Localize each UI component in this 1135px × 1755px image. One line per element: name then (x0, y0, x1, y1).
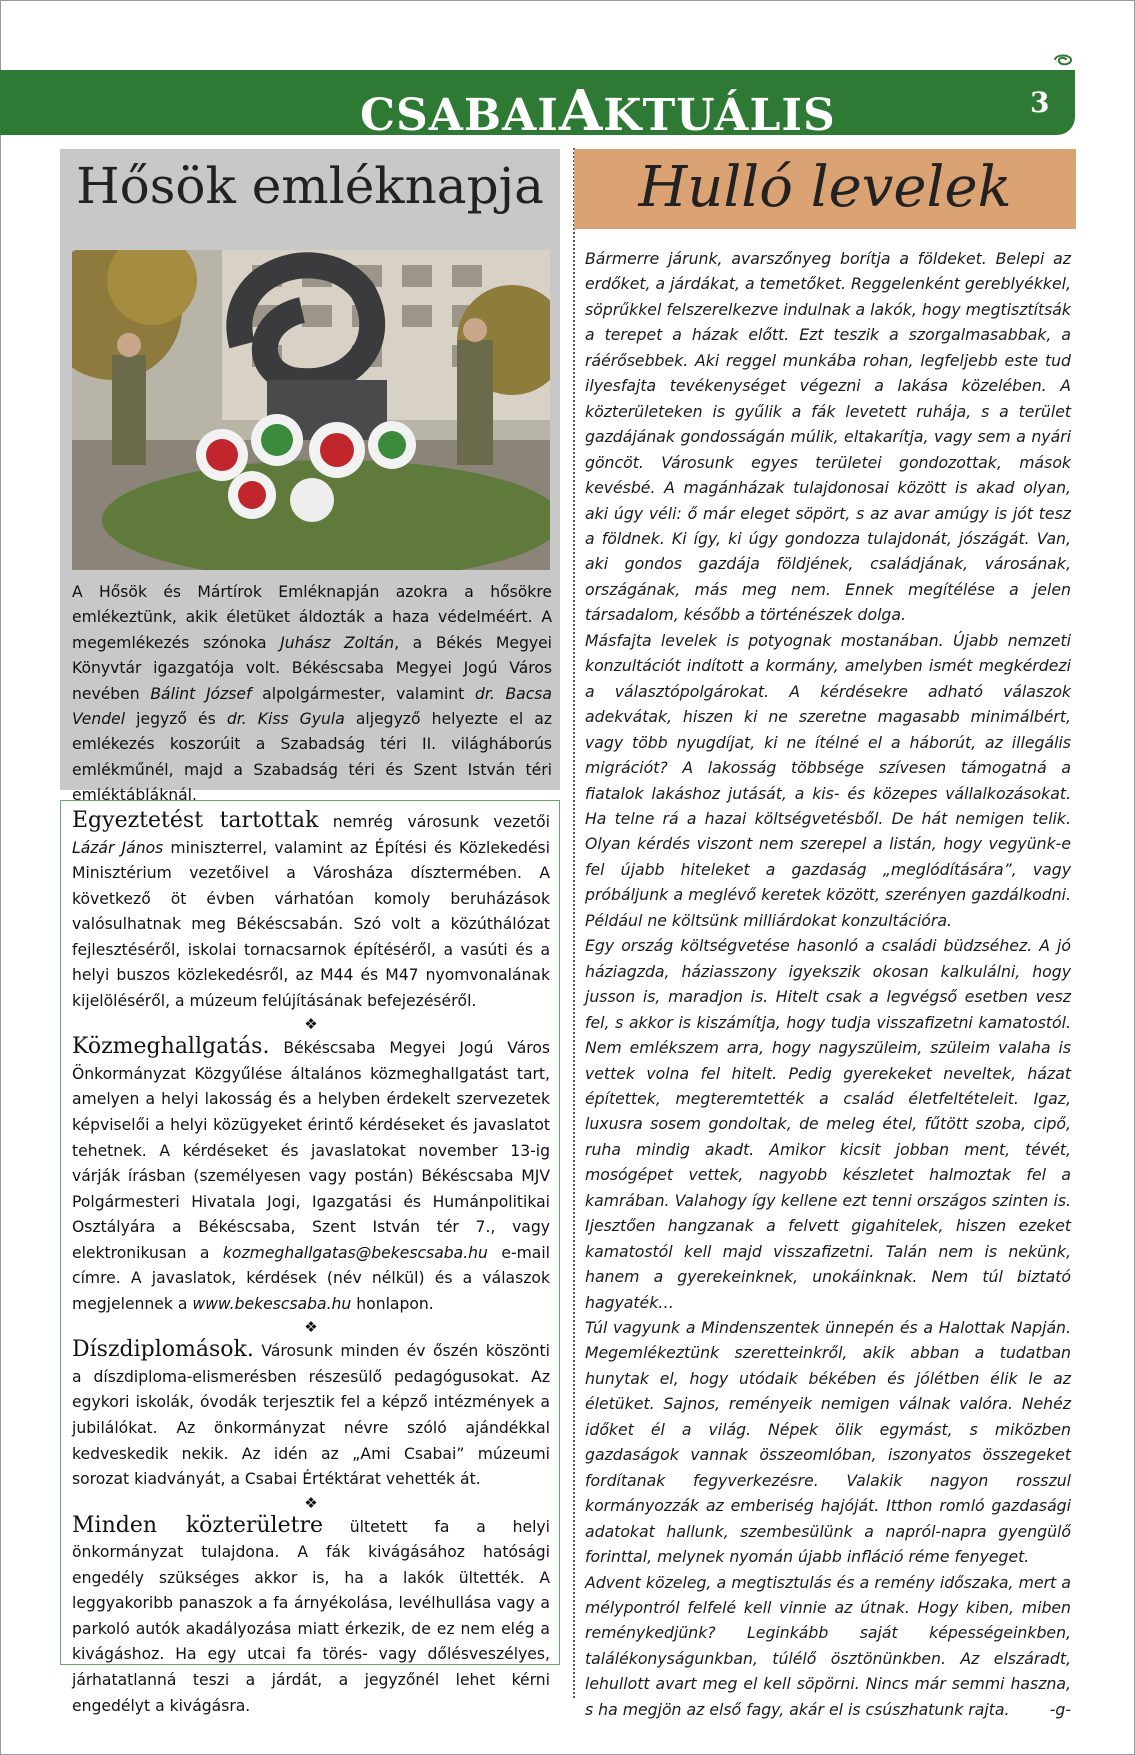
article-title-hullo-levelek: Hulló levelek (638, 155, 1012, 220)
essay-paragraph: Másfajta levelek is potyognak mostanában. Újabb nemzeti konzultációt indított a kormány, amelyben ismét megkérdezi a választópolgárokat. A kérdésekre adható válaszok adekvátak, hiszen ki ne szeretne magasabb minimálbért, vagy több nyugdíjat, ki ne ítélné el a háborút, az illegális migrációt? A lakosság többsége szívesen támogatná a fiatalok lakáshoz jutását, a kis- és közepes vállalkozásokat. Ha telne rá a hazai költségvetésből. De hát nemigen telik. Olyan kérdés viszont nem szerepel a listán, hogy vegyünk-e fel újabb hiteleket a gazdaság „meglódítására”, vagy próbáljunk a meglévő keretek között, szerényen gazdálkodni. Például ne költsünk milliárdokat konzultációra. (585, 630, 1071, 930)
essay-paragraph-last: Advent közeleg, a megtisztulás és a remény időszaka, mert a mélypontról felfelé kell vinnie az útnak. Hogy kiben, miben reménykedjünk? Leginkább saját képességeinkben, találékonyságunkban, túlélő ösztönünkben. Az elszáradt, lehullott avart meg el kell söpörni. Nincs már semmi haszna, s ha megjön az első fagy, akár el is csúszhatunk rajta. -g- (585, 1570, 1071, 1723)
news-item-kozterulet: Minden közterületre ültetett fa a helyi önkormányzat tulajdona. A fák kivágásához hatósági engedély szükséges akkor is, ha a lakók ültették. A leggyakoribb panaszok a fa árnyékolása, levélhullása vagy a parkoló autók akadályozása miatt érkezik, de ez nem elég a kivágáshoz. Ha egy utcai fa törés- vagy dőlésveszélyes, járhatatlanná teszi a járdát, a jegyzőnél lehet kérni engedélyt a kivágásra. (72, 1512, 550, 1715)
column-divider (573, 148, 575, 1698)
swirl-ornament-icon (1052, 52, 1074, 68)
essay-paragraph: Bármerre járunk, avarszőnyeg borítja a földeket. Belepi az erdőket, a járdákat, a temetőket. Reggelenként gereblyékkel, söprűkkel felszerelkezve indulnak a lakók, hogy megtisztítsák a terepet a házak előtt. Ezt teszik a szorgalmasabbak, a ráérősebbek. Aki reggel munkába rohan, legfeljebb este tud ilyesfajta tevékenységet végezni a lakása közelében. A közterületeken is gyűlik a fák levetett ruhája, s a terület gazdájának gondosságán múlik, eltakarítja, vagy sem a nyári göncöt. Városunk egyes területei gondozottak, mások kevésbé. A magánházak tulajdonosai között is akad olyan, aki úgy véli: ő már eleget söpört, s az avar amúgy is jót tesz a földnek. Ki így, ki úgy gondozza tulajdonát, jószágát. Van, aki gondos gazdája földjének, családjának, városának, országának, más meg nem. Ennek megítélése a jelen társadalom, később a történészek dolga. (585, 249, 1071, 625)
right-title-box (574, 149, 1076, 229)
article-title-hosok: Hősök emléknapja (76, 157, 544, 215)
news-item-diszdiplomasok: Díszdiplomások. Városunk minden év őszén köszönti a díszdiploma-elismerésben részesülő pedagógusokat. Az egykori iskolák, óvodák terjesztik fel a képző intézmények a jubilálókat. Az önkormányzat névre szóló ajándékkal kedveskedik nekik. Az idén az „Ami Csabai” múzeumi sorozat kiadványát, a Csabai Értéktárat vehették át. (72, 1337, 550, 1489)
essay-paragraph: Túl vagyunk a Mindenszentek ünnepén és a Halottak Napján. Megemlékeztünk szeretteinkről, akik abban a tudatban hunytak el, hogy utódaik békében és jólétben élik le az életüket. Sajnos, reményeik nemigen válnak valóra. Nehéz időket él a világ. Népek ölik egymást, s miközben gazdaságok vannak összeomlóban, iszonyatos összegeket fordítanak fegyverkezésre. Valakik nagyon rosszul kormányozzák az emberiség hajóját. Itthon romló gazdasági adatokat hallunk, szembesülünk a napról-napra gyengülő forinttal, melynek nyomán újabb infláció réme fenyeget. (585, 1318, 1071, 1567)
essay-paragraph: Egy ország költségvetése hasonló a családi büdzséhez. A jó háziagzda, háziasszony igyekszik okosan kalkulálni, hogy jusson is, maradjon is. Hitelt csak a legvégső esetben vesz fel, s akkor is kiszámítja, hogy tudja visszafizetni kamatostól. Nem emlékszem arra, hogy nagyszüleim, szüleim valaha is vettek volna fel hitelt. Pedig gyerekeket neveltek, házat építettek, megteremtették a család életfeltételeit. Igaz, luxusra sosem gondoltak, de meleg étel, fűtött szoba, cipő, ruha mindig akadt. Amikor kicsit jobban ment, tévét, mosógépet vettek, nagyobb készletet halmoztak fel a kamrában. Valahogy így kellene ezt tenni országos szinten is. Ijesztően hangzanak a felvett gigahitelek, hiszen ezeket kamatostól kell majd visszafizetni. Talán nem is nekünk, hanem a gyerekeinknek, unokáinknak. Nem túl biztató hagyaték… (585, 936, 1071, 1312)
memorial-photo (72, 250, 550, 570)
separator-ornament: ❖ (304, 1015, 318, 1034)
photo-caption: A Hősök és Mártírok Emléknapján azokra a hősökre emlékeztünk, akik életüket áldozták a haza védelméért. A megemlékezés szónoka Juhász Zoltán, a Békés Megyei Könyvtár igazgatója volt. Békéscsaba Megyei Jogú Város nevében Bálint József alpolgármester, valamint dr. Bacsa Vendel jegyző és dr. Kiss Gyula aljegyző helyezte el az emlékezés koszorúit a Szabadság téri II. világháborús emlékműnél, majd a Szabadság téri és Szent István téri emléktábláknál. (72, 583, 553, 805)
news-item-kozmeghallgatas: Közmeghallgatás. Békéscsaba Megyei Jogú Város Önkormányzat Közgyűlése általános közmeghallgatást tart, amelyen a helyi lakosság és a helyben érdekelt szervezetek képviselői a helyi közügyeket érintő kérdéseket és javaslatot tehetnek. A kérdéseket és javaslatokat november 13-ig várják írásban (személyesen vagy postán) Békéscsaba MJV Polgármesteri Hivatala Jogi, Igazgatási és Humánpolitikai Osztályára a Békéscsaba, Szent István tér 7., vagy elektronikusan a kozmeghallgatas@bekescsaba.hu e-mail címre. A javaslatok, kérdések (név nélkül) és a válaszok megjelennek a www.bekescsaba.hu honlapon. (72, 1034, 550, 1313)
news-item-egyeztetes: Egyeztetést tartottak nemrég városunk vezetői Lázár János miniszterrel, valamint az Építési és Közlekedési Minisztérium vezetőivel a Városháza dísztermében. A következő öt évben várhatóan komoly beruházások valósulhatnak meg Békéscsabán. Szó volt a közúthálózat fejlesztéséről, iskolai tornacsarnok építéséről, a vasúti és a helyi buszos közlekedésről, az M44 és M47 nyomvonalának kijelöléséről, a múzeum felújításának befejezéséről. (72, 808, 550, 1010)
author-signature: -g- (1049, 1699, 1071, 1719)
left-title-box (60, 149, 560, 227)
separator-ornament: ❖ (304, 1318, 318, 1337)
masthead-title: CSABAIAKTUÁLIS (360, 78, 836, 144)
separator-ornament: ❖ (304, 1493, 318, 1512)
essay-body (585, 246, 1071, 1722)
page-number: 3 (1030, 86, 1050, 119)
news-items (72, 808, 550, 1719)
